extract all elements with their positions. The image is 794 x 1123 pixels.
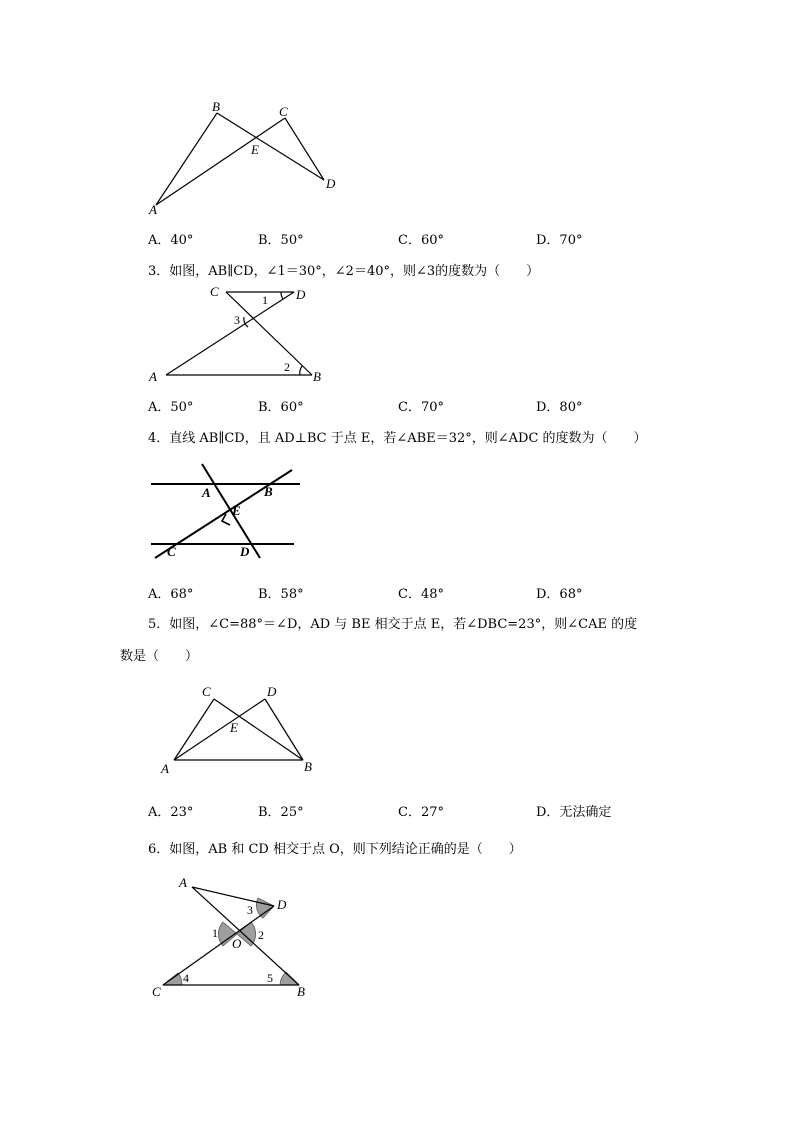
segment-bd: [217, 113, 324, 180]
question-6-stem: 6．如图，AB 和 CD 相交于点 O，则下列结论正确的是（ ）: [148, 842, 522, 857]
label-d: D: [326, 176, 336, 191]
segment-ad: [192, 887, 274, 906]
options-q2: [148, 229, 708, 249]
figure-q6-svg: [145, 870, 320, 1005]
angle-1-label: 1: [262, 293, 268, 307]
label-b: B: [297, 984, 305, 999]
angle-2-arc: [300, 366, 302, 375]
angle-2-label: 2: [284, 360, 290, 374]
label-d: D: [277, 897, 287, 912]
angle-5-label: 5: [267, 971, 273, 985]
figure-q2-svg: [140, 95, 340, 220]
figure-q5-svg: [155, 680, 325, 780]
segment-cb: [226, 292, 312, 375]
label-c: C: [152, 984, 161, 999]
segment-ad: [174, 699, 265, 760]
label-a: A: [202, 485, 211, 500]
label-a: A: [149, 369, 157, 384]
segment-dc: [163, 906, 274, 985]
label-d: D: [296, 287, 306, 302]
label-b: B: [304, 759, 312, 774]
option-d[interactable]: D．无法确定: [536, 805, 612, 820]
question-3-stem: 3．如图，AB∥CD，∠1＝30°，∠2＝40°，则∠3的度数为（ ）: [148, 264, 540, 279]
option-b[interactable]: B．58°: [258, 587, 304, 602]
option-a[interactable]: A．50°: [148, 400, 194, 415]
angle-3-label: 3: [247, 903, 253, 917]
figure-q3-svg: [140, 280, 340, 390]
segment-ab: [156, 113, 217, 205]
angle-3-label: 3: [234, 313, 240, 327]
segment-ad: [166, 292, 294, 375]
label-d: D: [267, 684, 277, 699]
label-e: E: [230, 720, 238, 735]
figure-q6: [145, 870, 320, 1005]
label-c: C: [167, 544, 176, 559]
option-a[interactable]: A．40°: [148, 233, 194, 248]
label-a: A: [161, 761, 169, 776]
option-c[interactable]: C．27°: [398, 805, 444, 820]
question-5-stem-line1: 5．如图，∠C=88°＝∠D，AD 与 BE 相交于点 E，若∠DBC=23°，则∠CAE 的度: [148, 617, 638, 632]
option-a[interactable]: A．23°: [148, 805, 194, 820]
label-d: D: [240, 544, 250, 559]
option-b[interactable]: B．25°: [258, 805, 304, 820]
question-5-stem-line2: 数是（ ）: [120, 649, 199, 664]
segment-db: [265, 699, 303, 760]
options-q5: [148, 801, 708, 821]
label-b: B: [212, 99, 220, 114]
right-angle-mark: [222, 514, 230, 525]
figure-q2: [140, 95, 340, 220]
option-d[interactable]: D．80°: [536, 400, 583, 415]
label-c: C: [279, 104, 288, 119]
label-o: O: [232, 936, 242, 951]
option-b[interactable]: B．50°: [258, 233, 304, 248]
option-c[interactable]: C．70°: [398, 400, 444, 415]
figure-q5: [155, 680, 325, 780]
question-4-stem: 4．直线 AB∥CD，且 AD⊥BC 于点 E，若∠ABE＝32°，则∠ADC 的度数为（ ）: [148, 431, 647, 446]
angle-4-label: 4: [183, 971, 189, 985]
figure-q4-svg: [140, 458, 310, 568]
label-a: A: [179, 875, 187, 890]
segment-ac: [174, 699, 214, 760]
label-c: C: [202, 684, 211, 699]
segment-cb: [214, 699, 303, 760]
figure-q4: [140, 458, 310, 568]
options-q3: [148, 396, 708, 416]
label-b: B: [313, 369, 321, 384]
label-e: E: [232, 503, 241, 518]
option-d[interactable]: D．68°: [536, 587, 583, 602]
segment-ac: [156, 118, 285, 205]
segment-cd: [285, 118, 324, 180]
label-a: A: [149, 202, 157, 217]
label-e: E: [251, 142, 259, 157]
angle-1-arc: [281, 292, 283, 299]
label-c: C: [210, 284, 219, 299]
label-b: B: [264, 484, 273, 499]
option-c[interactable]: C．48°: [398, 587, 444, 602]
option-c[interactable]: C．60°: [398, 233, 444, 248]
angle-1-label: 1: [212, 926, 218, 940]
option-d[interactable]: D．70°: [536, 233, 583, 248]
option-b[interactable]: B．60°: [258, 400, 304, 415]
option-a[interactable]: A．68°: [148, 587, 194, 602]
angle-2-label: 2: [258, 928, 264, 942]
options-q4: [148, 583, 708, 603]
figure-q3: [140, 280, 340, 390]
